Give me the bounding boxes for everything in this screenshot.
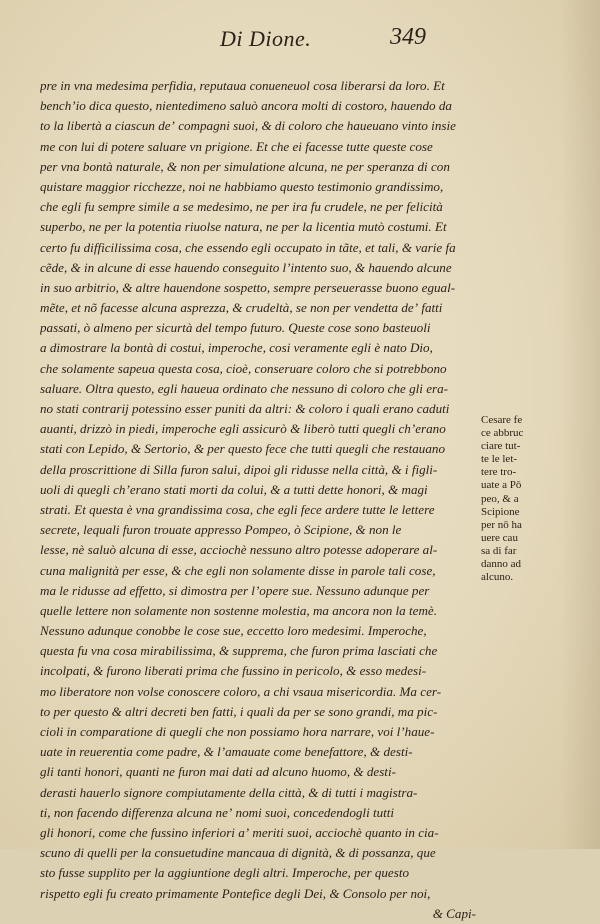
text-line: incolpati, & furono liberati prima che fussino in pericolo, & esso medesi- — [40, 663, 427, 679]
text-line: sto fusse supplito per la aggiuntione degli altri. Imperoche, per questo — [40, 865, 410, 881]
text-line: Nessuno adunque conobbe le cose sue, eccetto loro medesimi. Imperoche, — [40, 623, 427, 639]
text-line: derasti hauerlo signore compiutamente della città, & di tutti i magistra- — [40, 784, 418, 800]
text-line: secrete, lequali furon trouate appresso Pompeo, ò Scipione, & non le — [40, 522, 402, 538]
marginal-note-line: te le let- — [481, 453, 518, 466]
text-line: gli tanti honori, quanti ne furon mai dati ad alcuno huomo, & desti- — [40, 764, 396, 780]
text-line: questa fu vna cosa mirabilissima, & supprema, che furon prima lasciati che — [40, 643, 438, 659]
text-line: scuno di quelli per la consuetudine mancaua di dignità, & di possanza, que — [40, 845, 436, 861]
text-line: cẽde, & in alcune di esse hauendo conseguito lʼintento suo, & hauendo alcune — [40, 259, 452, 275]
text-line: uoli di quegli chʼerano stati morti da colui, & a tutti dette honori, & magi — [40, 481, 428, 497]
text-line: quelle lettere non solamente non sostenne molestia, ma ancora non la temè. — [40, 602, 437, 618]
text-line: rispetto egli fu creato primamente Pontefice degli Dei, & Consolo per noi, — [40, 885, 431, 901]
text-line: mẽte, et nõ facesse alcuna asprezza, & crudeltà, se non per vendetta deʼ fatti — [40, 300, 443, 316]
marginal-note-line: alcuno. — [481, 571, 514, 584]
text-line: auanti, drizzò in piedi, imperoche egli assicurò & liberò tutti quegli chʼerano — [40, 421, 446, 437]
text-line: & Capi- — [432, 905, 476, 921]
marginal-note-line: tere tro- — [481, 466, 517, 479]
marginal-note — [481, 414, 543, 584]
marginal-note-line: peo, & a — [481, 492, 519, 505]
marginal-note-line: sa di far — [481, 544, 517, 557]
text-line: strati. Et questa è vna grandissima cosa, che egli fece ardere tutte le lettere — [40, 501, 435, 517]
marginal-note-line: ciare tut- — [481, 440, 521, 453]
text-line: che egli fu sempre simile a se medesimo, ne per ira fu crudele, ne per felicità — [40, 199, 443, 215]
marginal-note-line: per nō ha — [481, 518, 522, 531]
text-line: ti, non facendo differenza alcuna neʼ nomi suoi, concedendogli tutti — [40, 804, 395, 820]
text-line: lesse, nè saluò alcuna di esse, acciochè nessuno altro potesse adoperare al- — [40, 542, 438, 558]
text-line: me con lui di potere saluare vn prigione. Et che ei facesse tutte queste cose — [40, 138, 433, 154]
text-line: per vna bontà naturale, & non per simulatione alcuna, ne per speranza di con — [40, 158, 450, 174]
text-line: saluare. Oltra questo, egli haueua ordinato che nessuno di coloro che gli era- — [40, 380, 449, 396]
marginal-note-line: uere cau — [481, 531, 518, 544]
page-number: 349 — [390, 24, 426, 50]
text-line: della proscrittione di Silla furon salui, dipoi gli ridusse nella città, & i figli- — [40, 461, 438, 477]
text-line: uate in reuerentia come padre, & lʼamauate come benefattore, & desti- — [40, 744, 413, 760]
marginal-note-line: ce abbruc — [481, 427, 524, 440]
marginal-note-line: uate a Pō — [481, 479, 522, 492]
text-line: quistare maggior ricchezze, noi ne habbiamo questo testimonio grandissimo, — [40, 178, 444, 194]
text-line: gli honori, come che fussino inferiori aʼ meriti suoi, acciochè quanto in cia- — [40, 824, 439, 840]
text-line: ma le ridusse ad effetto, si dimostra per lʼopere sue. Nessuno adunque per — [40, 582, 430, 598]
text-line: superbo, ne per la potentia riuolse natura, ne per la licentia mutò costumi. Et — [40, 219, 447, 235]
page-edge-shadow — [560, 0, 600, 849]
text-line: che solamente sapeua questa cosa, cioè, conseruare coloro che si potrebbono — [40, 360, 447, 376]
text-line: pre in vna medesima perfidia, reputaua conueneuol cosa liberarsi da loro. Et — [40, 78, 445, 93]
text-line: to la libertà a ciascun deʼ compagni suoi, & di coloro che haueuano vinto insie — [40, 118, 456, 134]
marginal-note-line: danno ad — [481, 558, 522, 571]
text-line: passati, ò almeno per sicurtà del tempo futuro. Queste cose sono basteuoli — [40, 320, 431, 336]
main-text-block — [40, 76, 480, 924]
marginal-note-line: Scipione — [481, 505, 520, 518]
text-line: to per questo & altri decreti ben fatti, i quali da per se sono grandi, ma pic- — [40, 703, 438, 719]
text-line: a dimostrare la bontà di costui, imperoche, cosi veramente egli è nato Dio, — [40, 340, 433, 356]
text-line: mo liberatore non volse conoscere coloro, a chi vsaua misericordia. Ma cer- — [40, 683, 442, 699]
text-line: certo fu difficilissima cosa, che essendo egli occupato in tãte, et tali, & varie fa — [40, 239, 456, 255]
text-line: in suo arbitrio, & altre hauendone sospetto, sempre perseuerasse buono egual- — [40, 279, 456, 295]
text-line: cuna malignità per esse, & che egli non solamente disse in parole tali cose, — [40, 562, 436, 578]
running-title: Di Dione. — [220, 26, 312, 51]
marginal-note-line: Cesare fe — [481, 414, 523, 426]
text-line: cioli in comparatione di quegli che non possiamo hora narrare, voi lʼhaue- — [40, 724, 435, 739]
text-line: no stati contrarij potessino esser puniti da altri: & coloro i quali erano caduti — [40, 401, 450, 416]
text-line: benchʼio dica questo, nientedimeno saluò ancora molti di costoro, hauendo da — [40, 98, 452, 114]
text-line: stati con Lepido, & Sertorio, & per questo fece che tutti quegli che restauano — [40, 441, 445, 457]
